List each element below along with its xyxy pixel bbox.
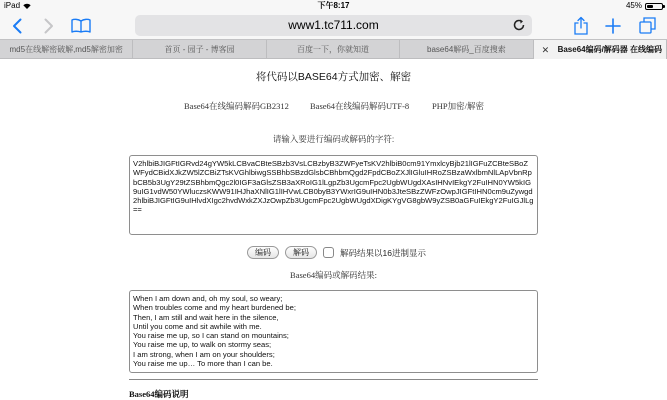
tab-label: Base64编码/解码器 在线编码 [557,45,663,54]
reload-icon[interactable] [512,18,526,32]
tab-label: 首页 - 园子 - 博客园 [164,45,235,54]
tab-baidu[interactable] [267,40,400,59]
back-chevron-icon[interactable] [8,16,26,35]
address-bar[interactable] [135,15,532,36]
status-right [626,0,663,12]
close-icon[interactable]: ✕ [541,45,550,55]
battery-percent: 45% [625,1,642,10]
decode-button[interactable]: 解码 [285,246,317,259]
device-name: iPad [4,1,21,10]
output-line: You raise me up, to walk on stormy seas; [133,340,272,350]
output-line: When I am down and, oh my soul, so weary; [133,294,283,303]
share-icon[interactable] [572,16,590,35]
tab-base64-active[interactable] [534,40,667,59]
divider [129,379,538,380]
result-label: Base64编码或解码结果: [290,270,377,280]
web-page [0,59,667,400]
section-heading: Base64编码说明 [129,389,189,399]
output-line: I am strong, when I am on your shoulders; [133,349,275,359]
output-textarea[interactable] [129,290,538,373]
tab-md5[interactable] [0,40,133,59]
forward-chevron-icon[interactable] [40,16,58,35]
bookmarks-icon[interactable] [70,16,92,35]
new-tab-plus-icon[interactable] [603,16,623,35]
output-line: Until you come and sit awhile with me. [133,321,262,331]
output-line: You raise me up, so I can stand on mountains; [133,331,289,341]
tab-strip [0,39,667,59]
output-line: Then, I am still and wait here in the silence, [133,312,279,322]
hex-checkbox-label: 解码结果以16进制显示 [340,247,426,258]
link-php[interactable]: PHP加密/解密 [432,101,484,111]
tab-baidu-search[interactable] [400,40,533,59]
battery-icon [645,3,663,10]
page-title: 将代码以BASE64方式加密、解密 [255,71,412,83]
browser-toolbar [0,12,667,39]
tabs-overview-icon[interactable] [637,16,657,35]
battery-level [647,5,653,8]
input-textarea[interactable]: V2hlbiBJIGFtIGRvd24gYW5kLCBvaCBteSBzb3VsLCBzbyB3ZWFyeTsKV2hlbiB0cm91YmxlcyBjb21lIGFuZCBteSBoZWFydCBidXJkZW5lZCBiZTsKVGhlbiwgSSBhbSBzdGlsbCBhbmQgd2FpdCBoZXJlIGluIHRoZSBzaWxlbmNlLApVbnRpbCB5b3UgY29tZSBhbmQgc2l0IGF3aGlsZSB3aXRoIG1lLgpZb3UgcmFpc2UgbWUgdXAsIHNvIEkgY2FuIHN0YW5kIG9uIG1vdW50YWluczsKWW91IHJhaXNlIG1lIHVwLCB0byB3YWxrIG9uIHN0b3JteSBzZWFzOwpJIGFtIHN0cm9uZywgd2hlbiBJIGFtIG9uIHlvdXIgc2hvdWxkZXJzOwpZb3UgcmFpc2UgbWUgdXDigKYgVG8gbW9yZSB0aGFuIEkgY2FuIGJlLg== [129,155,538,235]
hex-checkbox[interactable] [323,247,334,258]
tab-label: 百度一下，你就知道 [296,45,369,54]
link-utf8[interactable]: Base64在线编码解码UTF-8 [310,101,410,111]
action-controls [247,246,426,259]
output-line: You raise me up… To more than I can be. [133,359,273,369]
tab-cnblogs[interactable] [133,40,266,59]
tab-label: base64解码_百度搜索 [427,45,506,54]
encode-button[interactable]: 编码 [247,246,279,259]
tab-label: md5在线解密破解,md5解密加密 [9,45,123,54]
status-bar [0,0,667,12]
link-gb2312[interactable]: Base64在线编码解码GB2312 [184,101,289,111]
output-line: When troubles come and my heart burdened be; [133,303,296,313]
input-prompt: 请输入要进行编码或解码的字符: [272,134,395,144]
url-text: www1.tc711.com [288,18,379,32]
status-time: 下午8:17 [317,1,350,10]
